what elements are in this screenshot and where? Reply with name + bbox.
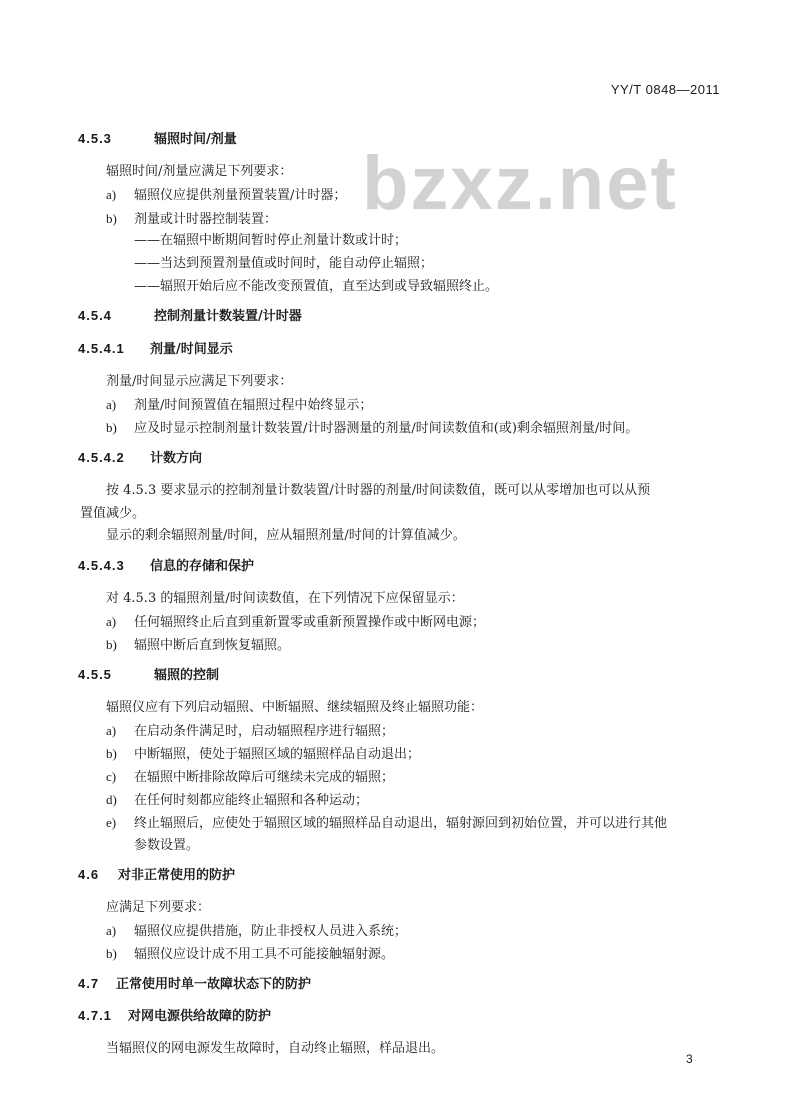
list-text: 应及时显示控制剂量计数装置/计时器测量的剂量/时间读数值和(或)剩余辐照剂量/时间。 bbox=[134, 421, 639, 436]
section-heading-4-5-4 bbox=[78, 307, 800, 326]
dash-item: ——辐照开始后应不能改变预置值，直至达到或导致辐照终止。 bbox=[134, 279, 499, 294]
list-item bbox=[106, 419, 800, 438]
section-heading-4-5-5 bbox=[78, 666, 800, 685]
section-number: 4.6 bbox=[78, 867, 100, 882]
list-item bbox=[106, 210, 800, 229]
list-text: 剂量或计时器控制装置： bbox=[134, 212, 278, 227]
list-item bbox=[106, 768, 800, 787]
section-heading-4-7-1 bbox=[78, 1007, 800, 1026]
list-text: 任何辐照终止后直到重新置零或重新预置操作或中断网电源； bbox=[134, 615, 486, 630]
paragraph: 对 4.5.3 的辐照剂量/时间读数值，在下列情况下应保留显示： bbox=[106, 591, 464, 606]
section-title: 对非正常使用的防护 bbox=[118, 868, 236, 883]
list-item bbox=[106, 945, 800, 964]
dash-item: ——在辐照中断期间暂时停止剂量计数或计时； bbox=[134, 233, 408, 248]
list-marker: b) bbox=[106, 211, 117, 226]
section-heading-4-5-3 bbox=[78, 130, 800, 149]
list-item bbox=[106, 613, 800, 632]
section-title: 计数方向 bbox=[150, 451, 203, 466]
list-marker: b) bbox=[106, 637, 117, 652]
list-marker: e) bbox=[106, 815, 117, 830]
list-item bbox=[106, 745, 800, 764]
list-marker: b) bbox=[106, 420, 117, 435]
list-marker: b) bbox=[106, 746, 117, 761]
list-item bbox=[106, 922, 800, 941]
section-title: 辐照的控制 bbox=[154, 668, 220, 683]
paragraph: 当辐照仪的网电源发生故障时，自动终止辐照，样品退出。 bbox=[106, 1041, 445, 1056]
list-marker: b) bbox=[106, 946, 117, 961]
list-text: 辐照仪应提供措施，防止非授权人员进入系统； bbox=[134, 924, 408, 939]
section-title: 辐照时间/剂量 bbox=[154, 132, 237, 147]
list-item bbox=[106, 814, 800, 833]
list-item bbox=[106, 186, 800, 205]
list-marker: d) bbox=[106, 792, 117, 807]
list-text: 辐照仪应设计成不用工具不可能接触辐射源。 bbox=[134, 947, 395, 962]
page-number: 3 bbox=[686, 1052, 693, 1066]
list-text: 辐照中断后直到恢复辐照。 bbox=[134, 638, 291, 653]
list-text: 在启动条件满足时，启动辐照程序进行辐照； bbox=[134, 724, 395, 739]
section-heading-4-5-4-2 bbox=[78, 449, 800, 468]
section-title: 对网电源供给故障的防护 bbox=[128, 1009, 272, 1024]
standard-code: YY/T 0848—2011 bbox=[610, 82, 720, 97]
section-number: 4.5.4.3 bbox=[78, 558, 125, 573]
list-item bbox=[106, 396, 800, 415]
paragraph: 辐照仪应有下列启动辐照、中断辐照、继续辐照及终止辐照功能： bbox=[106, 700, 484, 715]
paragraph: 辐照时间/剂量应满足下列要求： bbox=[106, 164, 293, 179]
section-title: 信息的存储和保护 bbox=[150, 559, 255, 574]
paragraph-continuation: 置值减少。 bbox=[80, 506, 146, 521]
dash-item: ——当达到预置剂量值或时间时，能自动停止辐照； bbox=[134, 256, 434, 271]
list-marker: c) bbox=[106, 769, 117, 784]
section-number: 4.7.1 bbox=[78, 1008, 112, 1023]
section-number: 4.7 bbox=[78, 976, 100, 991]
section-title: 正常使用时单一故障状态下的防护 bbox=[116, 977, 312, 992]
list-text: 终止辐照后，应使处于辐照区域的辐照样品自动退出，辐射源回到初始位置，并可以进行其他 bbox=[134, 816, 668, 831]
paragraph: 显示的剩余辐照剂量/时间，应从辐照剂量/时间的计算值减少。 bbox=[106, 528, 466, 543]
section-number: 4.5.4.2 bbox=[78, 450, 125, 465]
list-marker: a) bbox=[106, 397, 117, 412]
section-number: 4.5.3 bbox=[78, 131, 112, 146]
list-marker: a) bbox=[106, 187, 117, 202]
section-number: 4.5.4.1 bbox=[78, 341, 125, 356]
list-marker: a) bbox=[106, 614, 117, 629]
section-heading-4-7 bbox=[78, 975, 800, 994]
section-heading-4-6 bbox=[78, 866, 800, 885]
list-text: 在任何时刻都应能终止辐照和各种运动； bbox=[134, 793, 369, 808]
paragraph: 应满足下列要求： bbox=[106, 900, 211, 915]
watermark: bzxz.net bbox=[362, 141, 678, 226]
section-number: 4.5.4 bbox=[78, 308, 112, 323]
list-text: 辐照仪应提供剂量预置装置/计时器； bbox=[134, 188, 347, 203]
section-title: 控制剂量计数装置/计时器 bbox=[154, 309, 302, 324]
list-item-continuation: 参数设置。 bbox=[134, 838, 200, 853]
list-text: 中断辐照，使处于辐照区域的辐照样品自动退出； bbox=[134, 747, 421, 762]
paragraph: 剂量/时间显示应满足下列要求： bbox=[106, 374, 293, 389]
list-text: 剂量/时间预置值在辐照过程中始终显示； bbox=[134, 398, 373, 413]
list-item bbox=[106, 791, 800, 810]
section-heading-4-5-4-3 bbox=[78, 557, 800, 576]
list-item bbox=[106, 636, 800, 655]
section-number: 4.5.5 bbox=[78, 667, 112, 682]
list-text: 在辐照中断排除故障后可继续未完成的辐照； bbox=[134, 770, 395, 785]
list-item bbox=[106, 722, 800, 741]
list-marker: a) bbox=[106, 723, 117, 738]
section-heading-4-5-4-1 bbox=[78, 340, 800, 359]
paragraph: 按 4.5.3 要求显示的控制剂量计数装置/计时器的剂量/时间读数值，既可以从零增加也可以从预 bbox=[106, 483, 651, 498]
section-title: 剂量/时间显示 bbox=[150, 342, 233, 357]
list-marker: a) bbox=[106, 923, 117, 938]
